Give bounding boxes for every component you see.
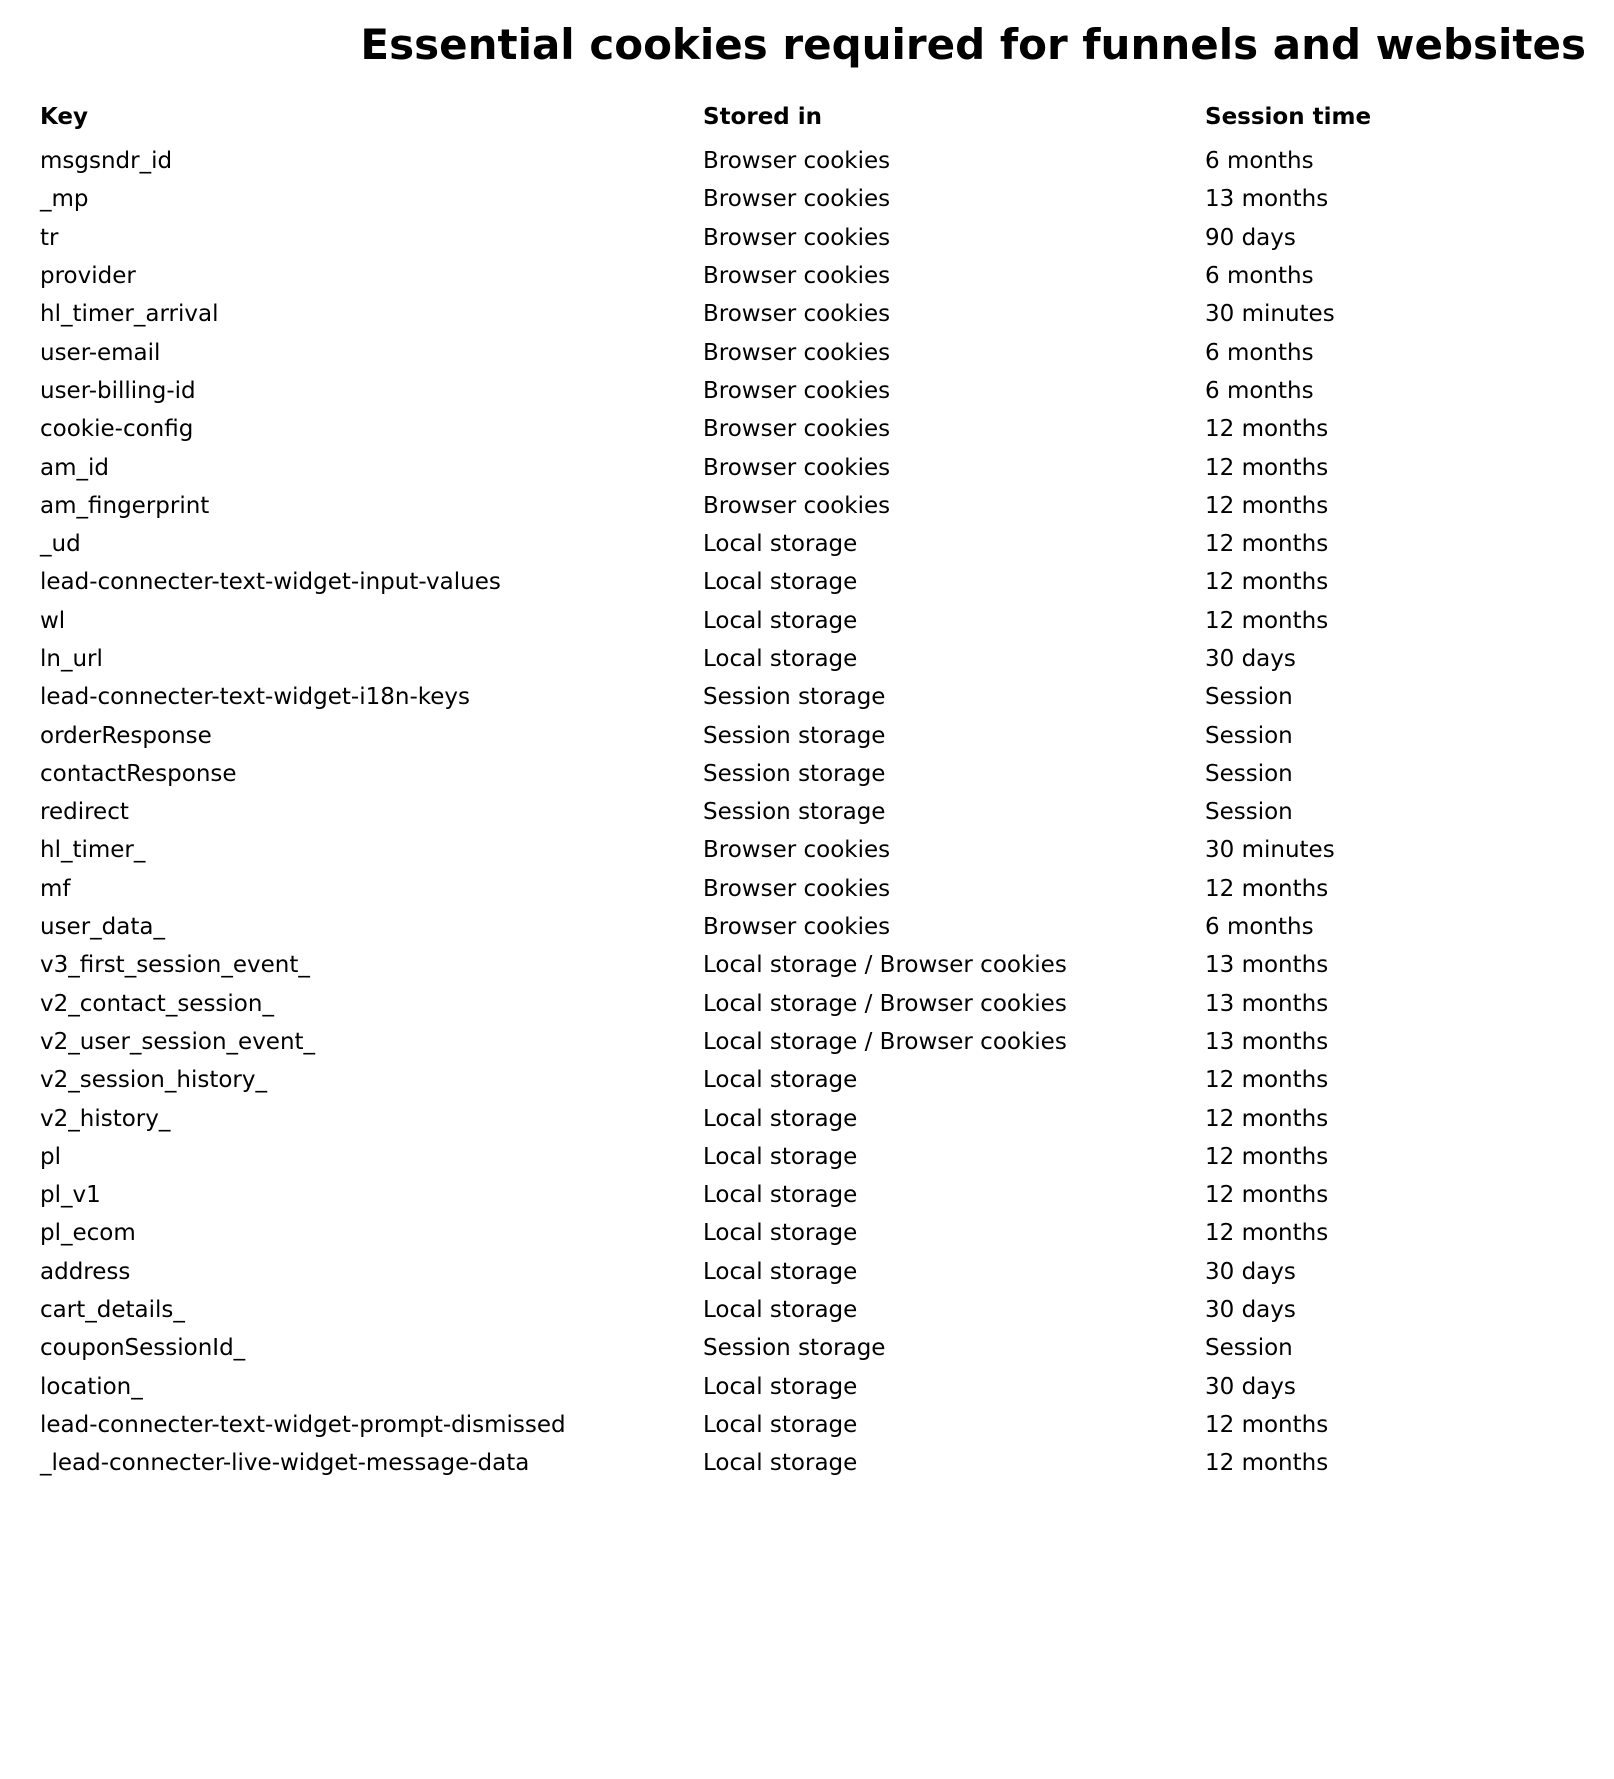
table-row: [40, 870, 1585, 908]
table-row: [40, 678, 1585, 716]
table-row: [40, 487, 1585, 525]
cell-key: lead-connecter-text-widget-input-values: [40, 569, 501, 596]
cell-session-time: Session: [1205, 799, 1293, 826]
cell-key: pl_v1: [40, 1182, 101, 1209]
cell-stored-in: Local storage: [703, 607, 858, 634]
table-row: [40, 831, 1585, 869]
cell-stored-in: Session storage: [703, 760, 886, 787]
table-row: [40, 1061, 1585, 1099]
cell-key: pl_ecom: [40, 1220, 136, 1247]
cell-stored-in: Browser cookies: [703, 339, 891, 366]
cell-stored-in: Browser cookies: [703, 377, 891, 404]
cell-stored-in: Browser cookies: [703, 875, 891, 902]
cell-key: am_id: [40, 454, 109, 481]
cell-stored-in: Local storage: [703, 646, 858, 672]
table-row: [40, 1406, 1585, 1444]
cell-stored-in: Browser cookies: [703, 301, 891, 328]
cell-session-time: 12 months: [1205, 875, 1329, 902]
cell-session-time: 6 months: [1205, 148, 1314, 175]
cell-key: location_: [40, 1373, 143, 1400]
table-row: [40, 180, 1585, 218]
cell-stored-in: Browser cookies: [703, 263, 891, 290]
cell-key: hl_timer_: [40, 837, 146, 864]
cell-stored-in: Local storage / Browser cookies: [703, 990, 1067, 1017]
cell-stored-in: Local storage / Browser cookies: [703, 1028, 1067, 1055]
table-row: [40, 333, 1585, 371]
cell-stored-in: Local storage: [703, 1067, 858, 1094]
cell-session-time: 12 months: [1205, 454, 1329, 481]
cell-stored-in: Session storage: [703, 722, 886, 749]
cell-stored-in: Browser cookies: [703, 186, 891, 213]
table-row: [40, 1291, 1585, 1329]
cell-stored-in: Local storage: [703, 569, 858, 596]
cell-session-time: 12 months: [1205, 1182, 1329, 1209]
cell-key: mf: [40, 875, 71, 902]
cell-key: _lead-connecter-live-widget-message-data: [40, 1450, 530, 1477]
cell-stored-in: Browser cookies: [703, 148, 891, 175]
cell-session-time: 12 months: [1205, 416, 1329, 443]
cell-session-time: 13 months: [1205, 186, 1329, 213]
cell-key: contactResponse: [40, 760, 237, 787]
cell-key: redirect: [40, 799, 129, 826]
cell-session-time: 30 days: [1205, 646, 1296, 672]
cell-stored-in: Browser cookies: [703, 492, 891, 519]
table-row: [40, 1329, 1585, 1367]
cell-key: user-email: [40, 339, 161, 366]
table-row: [40, 1099, 1585, 1137]
cell-stored-in: Local storage: [703, 1105, 858, 1132]
cell-session-time: 12 months: [1205, 531, 1329, 558]
cell-key: ln_url: [40, 646, 103, 672]
table-row: [40, 372, 1585, 410]
cell-key: user-billing-id: [40, 377, 196, 404]
cell-session-time: 13 months: [1205, 990, 1329, 1017]
cell-stored-in: Local storage: [703, 531, 858, 558]
cell-stored-in: Browser cookies: [703, 416, 891, 443]
cell-key: _ud: [40, 531, 81, 558]
page-title: Essential cookies required for funnels and websites: [360, 20, 1586, 69]
column-header-stored-in: Stored in: [703, 104, 823, 130]
cell-key: v2_contact_session_: [40, 990, 274, 1017]
cell-stored-in: Local storage: [703, 1373, 858, 1400]
table-row: [40, 219, 1585, 257]
cell-session-time: 12 months: [1205, 607, 1329, 634]
table-row: [40, 1444, 1585, 1482]
cell-session-time: 30 days: [1205, 1258, 1296, 1285]
cell-key: _mp: [40, 186, 89, 213]
cell-stored-in: Browser cookies: [703, 454, 891, 481]
cell-key: cookie-config: [40, 416, 194, 443]
table-row: [40, 1023, 1585, 1061]
cell-session-time: 6 months: [1205, 377, 1314, 404]
table-row: [40, 1368, 1585, 1406]
cell-session-time: 30 days: [1205, 1373, 1296, 1400]
table-row: [40, 602, 1585, 640]
cell-key: provider: [40, 263, 136, 290]
cell-stored-in: Local storage / Browser cookies: [703, 952, 1067, 979]
cell-stored-in: Local storage: [703, 1220, 858, 1247]
cell-session-time: 12 months: [1205, 1411, 1329, 1438]
cell-stored-in: Session storage: [703, 799, 886, 826]
column-header-key: Key: [40, 104, 89, 130]
cell-key: v2_session_history_: [40, 1067, 267, 1094]
cell-key: am_fingerprint: [40, 492, 210, 519]
table-row: [40, 257, 1585, 295]
cell-session-time: 6 months: [1205, 263, 1314, 290]
cell-stored-in: Local storage: [703, 1143, 858, 1170]
cell-key: lead-connecter-text-widget-i18n-keys: [40, 684, 470, 711]
table-row: [40, 1176, 1585, 1214]
table-row: [40, 755, 1585, 793]
table-header: [40, 94, 1585, 142]
cell-key: cart_details_: [40, 1297, 185, 1324]
cell-session-time: Session: [1205, 1335, 1293, 1362]
cell-session-time: 30 days: [1205, 1297, 1296, 1324]
cell-session-time: 30 minutes: [1205, 301, 1335, 328]
cell-session-time: 6 months: [1205, 339, 1314, 366]
cell-session-time: Session: [1205, 722, 1293, 749]
table-row: [40, 142, 1585, 180]
cell-key: couponSessionId_: [40, 1335, 246, 1362]
table-row: [40, 946, 1585, 984]
cell-key: v2_user_session_event_: [40, 1028, 316, 1055]
cell-key: v2_history_: [40, 1105, 171, 1132]
cell-stored-in: Local storage: [703, 1450, 858, 1477]
cell-key: tr: [40, 224, 59, 251]
table-row: [40, 640, 1585, 678]
table-row: [40, 295, 1585, 333]
cell-stored-in: Browser cookies: [703, 914, 891, 941]
cell-stored-in: Browser cookies: [703, 224, 891, 251]
cell-session-time: 6 months: [1205, 914, 1314, 941]
column-header-session-time: Session time: [1205, 104, 1372, 130]
table-row: [40, 563, 1585, 601]
cell-stored-in: Browser cookies: [703, 837, 891, 864]
cell-key: pl: [40, 1143, 61, 1170]
cell-key: hl_timer_arrival: [40, 301, 219, 328]
cell-key: user_data_: [40, 914, 165, 941]
cell-key: wl: [40, 607, 66, 634]
cell-key: lead-connecter-text-widget-prompt-dismissed: [40, 1411, 566, 1438]
cell-key: address: [40, 1258, 131, 1285]
table-row: [40, 525, 1585, 563]
cell-session-time: Session: [1205, 760, 1293, 787]
table-row: [40, 985, 1585, 1023]
cell-session-time: 12 months: [1205, 1450, 1329, 1477]
cell-session-time: 12 months: [1205, 569, 1329, 596]
table-row: [40, 1214, 1585, 1252]
table-row: [40, 1138, 1585, 1176]
cell-session-time: Session: [1205, 684, 1293, 711]
table-row: [40, 716, 1585, 754]
cell-key: msgsndr_id: [40, 148, 173, 175]
cell-stored-in: Session storage: [703, 684, 886, 711]
cell-session-time: 30 minutes: [1205, 837, 1335, 864]
cell-session-time: 12 months: [1205, 492, 1329, 519]
table-row: [40, 448, 1585, 486]
cell-stored-in: Local storage: [703, 1411, 858, 1438]
header-row: [40, 94, 1585, 142]
cell-stored-in: Local storage: [703, 1297, 858, 1324]
cell-session-time: 12 months: [1205, 1220, 1329, 1247]
table-row: [40, 908, 1585, 946]
cookie-table: [40, 94, 1585, 1482]
cell-session-time: 13 months: [1205, 952, 1329, 979]
table-row: [40, 410, 1585, 448]
cell-session-time: 12 months: [1205, 1067, 1329, 1094]
cell-stored-in: Session storage: [703, 1335, 886, 1362]
table-row: [40, 1253, 1585, 1291]
cell-session-time: 13 months: [1205, 1028, 1329, 1055]
cell-key: v3_first_session_event_: [40, 952, 310, 979]
cell-session-time: 12 months: [1205, 1105, 1329, 1132]
table-body: [40, 142, 1585, 1482]
cell-session-time: 90 days: [1205, 224, 1296, 251]
cell-stored-in: Local storage: [703, 1258, 858, 1285]
cell-key: orderResponse: [40, 722, 212, 749]
cell-stored-in: Local storage: [703, 1182, 858, 1209]
table-row: [40, 793, 1585, 831]
cell-session-time: 12 months: [1205, 1143, 1329, 1170]
